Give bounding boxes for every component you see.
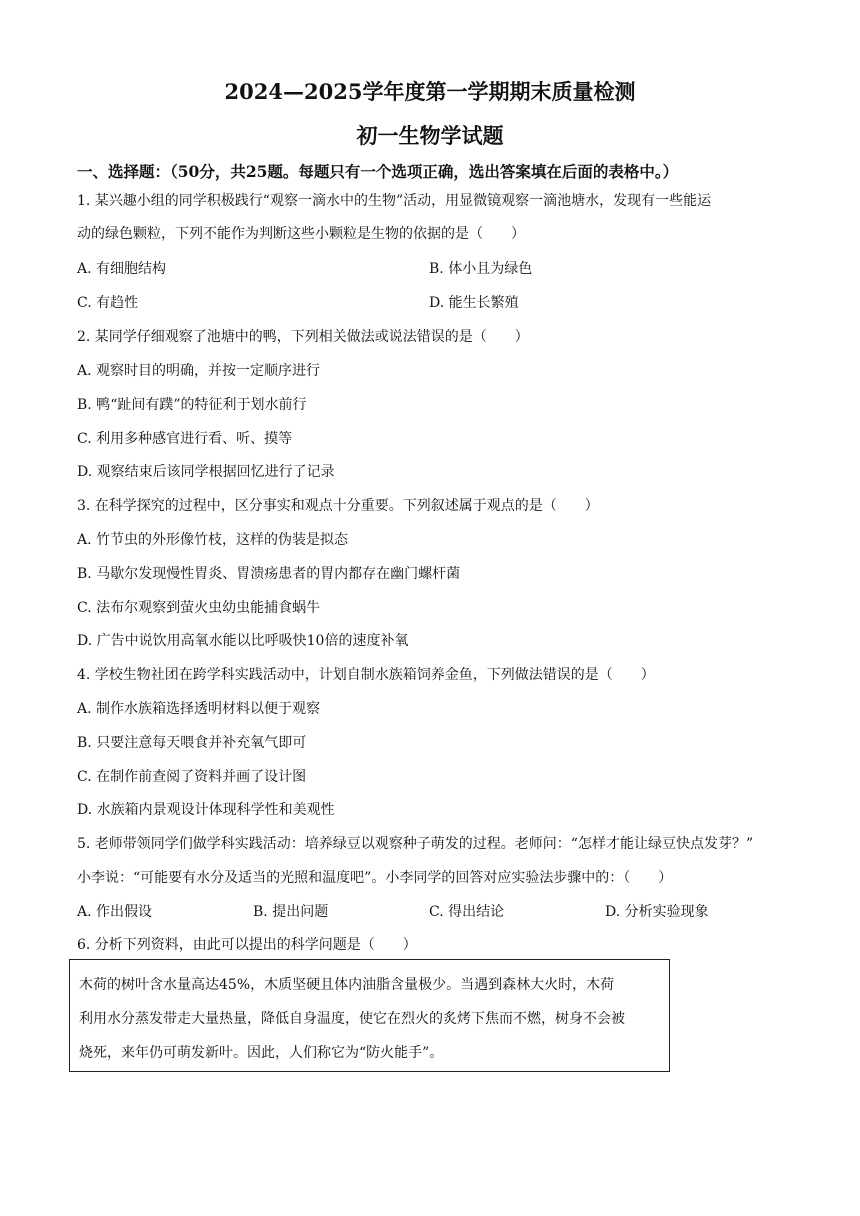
question-4-option-c: C. 在制作前查阅了资料并画了设计图 — [77, 769, 307, 785]
question-3-stem: 3. 在科学探究的过程中，区分事实和观点十分重要。下列叙述属于观点的是（ ） — [77, 498, 599, 514]
question-6-stem: 6. 分析下列资料，由此可以提出的科学问题是（ ） — [77, 937, 417, 953]
question-1-option-a: A. 有细胞结构 — [77, 261, 167, 277]
material-line-2: 利用水分蒸发带走大量热量，降低自身温度，使它在烈火的炙烤下焦而不燃，树身不会被 — [79, 1011, 625, 1027]
material-line-3: 烧死，来年仍可萌发新叶。因此，人们称它为“防火能手”。 — [79, 1045, 444, 1061]
material-box — [69, 959, 670, 1072]
question-3-option-b: B. 马歇尔发现慢性胃炎、胃溃疡患者的胃内都存在幽门螺杆菌 — [77, 566, 461, 582]
exam-title: 2024—2025学年度第一学期期末质量检测 — [224, 79, 636, 104]
question-4-option-b: B. 只要注意每天喂食并补充氧气即可 — [77, 735, 307, 751]
question-5-option-a: A. 作出假设 — [77, 904, 153, 920]
question-1-option-c: C. 有趋性 — [77, 295, 139, 311]
question-1-option-b: B. 体小且为绿色 — [429, 261, 533, 277]
question-5-option-c: C. 得出结论 — [429, 904, 505, 920]
question-4-stem: 4. 学校生物社团在跨学科实践活动中，计划自制水族箱饲养金鱼，下列做法错误的是（ ） — [77, 667, 655, 683]
question-1-option-d: D. 能生长繁殖 — [429, 295, 519, 311]
material-line-1: 木荷的树叶含水量高达45%，木质坚硬且体内油脂含量极少。当遇到森林大火时，木荷 — [79, 977, 615, 993]
question-2-stem: 2. 某同学仔细观察了池塘中的鸭，下列相关做法或说法错误的是（ ） — [77, 329, 529, 345]
question-5-stem-line-2: 小李说：“可能要有水分及适当的光照和温度吧”。小李同学的回答对应实验法步骤中的：（ ） — [77, 870, 673, 886]
question-2-option-c: C. 利用多种感官进行看、听、摸等 — [77, 431, 293, 447]
question-4-option-a: A. 制作水族箱选择透明材料以便于观察 — [77, 701, 321, 717]
question-5-stem-line-1: 5. 老师带领同学们做学科实践活动：培养绿豆以观察种子萌发的过程。老师问：“怎样才能让绿豆快点发芽？” — [77, 836, 754, 852]
question-1-stem-line-2: 动的绿色颗粒，下列不能作为判断这些小颗粒是生物的依据的是（ ） — [77, 226, 525, 242]
question-2-option-d: D. 观察结束后该同学根据回忆进行了记录 — [77, 464, 335, 480]
question-2-option-b: B. 鸭“趾间有蹼”的特征利于划水前行 — [77, 397, 307, 413]
question-5-option-d: D. 分析实验现象 — [605, 904, 709, 920]
question-2-option-a: A. 观察时目的明确，并按一定顺序进行 — [77, 363, 321, 379]
question-4-option-d: D. 水族箱内景观设计体现科学性和美观性 — [77, 802, 335, 818]
question-3-option-a: A. 竹节虫的外形像竹枝，这样的伪装是拟态 — [77, 532, 349, 548]
question-3-option-d: D. 广告中说饮用高氧水能以比呼吸快10倍的速度补氧 — [77, 633, 409, 649]
question-3-option-c: C. 法布尔观察到萤火虫幼虫能捕食蜗牛 — [77, 600, 321, 616]
question-1-stem-line-1: 1. 某兴趣小组的同学积极践行“观察一滴水中的生物”活动，用显微镜观察一滴池塘水，发现有一些能运 — [77, 193, 712, 209]
section-heading: 一、选择题：（50分，共25题。每题只有一个选项正确，选出答案填在后面的表格中。） — [77, 162, 679, 181]
exam-subtitle: 初一生物学试题 — [356, 123, 504, 148]
question-5-option-b: B. 提出问题 — [253, 904, 329, 920]
